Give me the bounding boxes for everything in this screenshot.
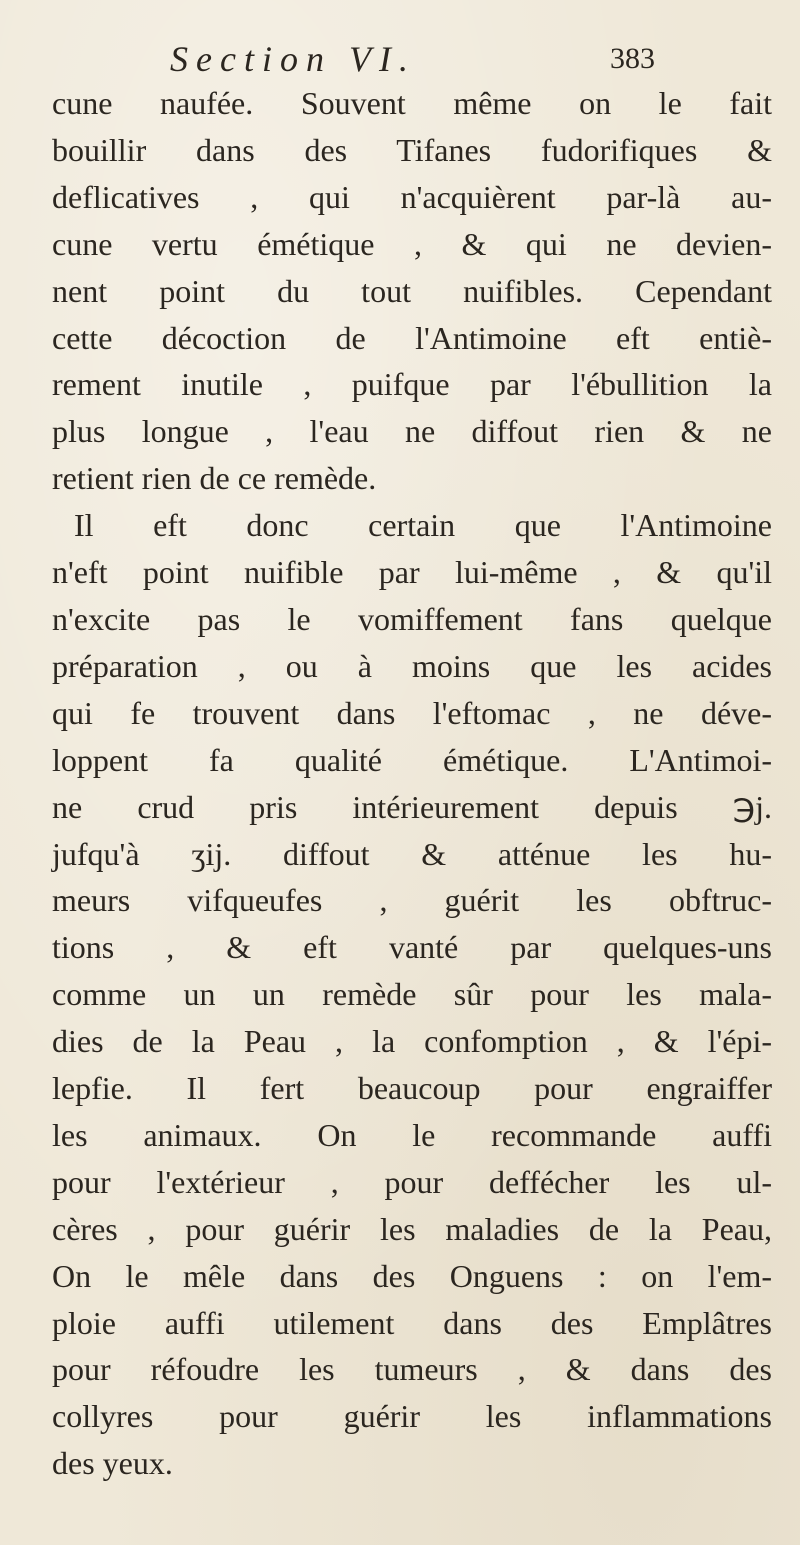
section-title: Section VI. <box>170 39 416 79</box>
text-line: loppent fa qualité émétique. L'Antimoi- <box>52 741 772 778</box>
text-line: préparation , ou à moins que les acides <box>52 647 772 684</box>
text-line: plus longue , l'eau ne diffout rien & ne <box>52 413 772 450</box>
text-line: n'excite pas le vomiffement fans quelque <box>52 600 772 637</box>
text-line: pour l'extérieur , pour deffécher les ul- <box>52 1163 772 1200</box>
text-line: qui fe trouvent dans l'eftomac , ne déve- <box>52 694 772 731</box>
text-line: meurs vifqueufes , guérit les obftruc- <box>52 882 772 919</box>
text-line: tions , & eft vanté par quelques-uns <box>52 929 772 966</box>
text-line: des yeux. <box>52 1445 173 1482</box>
text-line: bouillir dans des Tifanes fudorifiques & <box>52 131 772 168</box>
text-line: pour réfoudre les tumeurs , & dans des <box>52 1351 772 1388</box>
body-text <box>52 80 772 1487</box>
text-line: cune vertu émétique , & qui ne devien- <box>52 225 772 262</box>
text-line: dies de la Peau , la confomption , & l'épi- <box>52 1023 772 1060</box>
text-line: jufqu'à ʒij. diffout & atténue les hu- <box>52 835 772 872</box>
text-line: nent point du tout nuifibles. Cependant <box>52 272 772 309</box>
text-line: Il eft donc certain que l'Antimoine <box>74 507 772 544</box>
text-line: retient rien de ce remède. <box>52 460 377 497</box>
text-line: ploie auffi utilement dans des Emplâtres <box>52 1304 772 1341</box>
text-line: les animaux. On le recommande auffi <box>52 1116 772 1153</box>
text-line: comme un un remède sûr pour les mala- <box>52 976 772 1013</box>
text-line: ne crud pris intérieurement depuis ℈j. <box>52 788 772 825</box>
text-line: rement inutile , puifque par l'ébullition la <box>52 366 772 403</box>
text-line: deflicatives , qui n'acquièrent par-là au- <box>52 178 772 215</box>
page-number: 383 <box>610 42 655 75</box>
text-line: collyres pour guérir les inflammations <box>52 1398 772 1435</box>
text-line: On le mêle dans des Onguens : on l'em- <box>52 1257 772 1294</box>
text-line: cères , pour guérir les maladies de la Peau, <box>52 1210 772 1247</box>
text-line: lepfie. Il fert beaucoup pour engraiffer <box>52 1070 772 1107</box>
text-line: cette décoction de l'Antimoine eft entiè- <box>52 319 772 356</box>
text-line: cune naufée. Souvent même on le fait <box>52 85 772 121</box>
text-line: n'eft point nuifible par lui-même , & qu'il <box>52 554 772 591</box>
